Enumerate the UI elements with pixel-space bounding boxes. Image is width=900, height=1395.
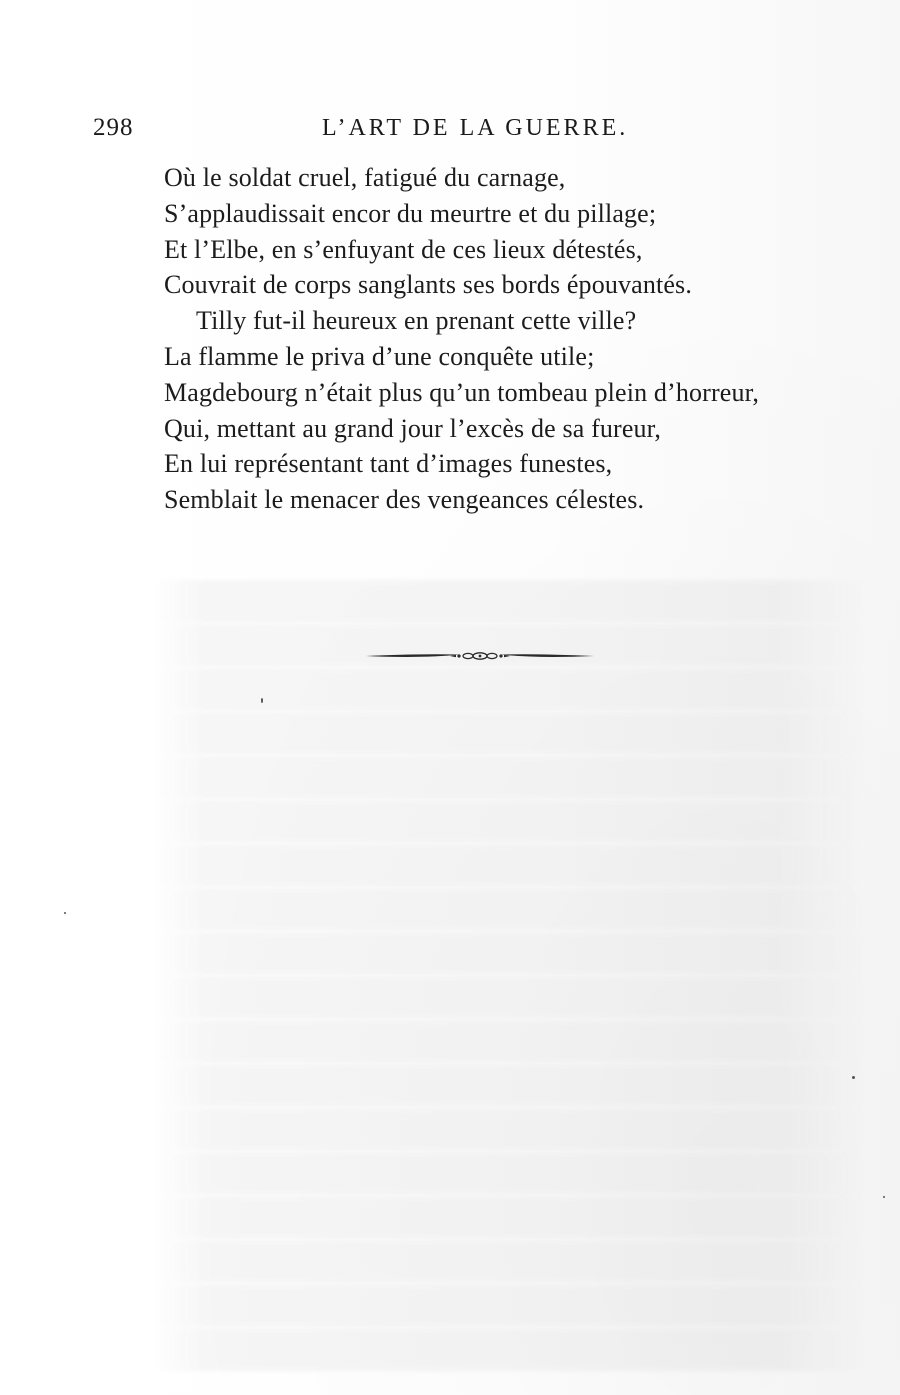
poem-text — [164, 160, 824, 518]
verse-line: Semblait le menacer des vengeances célestes. — [164, 485, 645, 515]
tailpiece-ornament-icon — [364, 648, 596, 664]
running-title: L’ART DE LA GUERRE. — [322, 115, 629, 141]
verse-line: En lui représentant tant d’images funestes, — [164, 449, 613, 479]
verse-line: Qui, mettant au grand jour l’excès de sa fureur, — [164, 413, 662, 443]
verse-line: Couvrait de corps sanglants ses bords épouvantés. — [164, 270, 692, 300]
show-through-text — [150, 580, 870, 1280]
verse-line: S’applaudissait encor du meurtre et du pillage; — [164, 198, 657, 228]
verse-line: La flamme le priva d’une conquête utile; — [164, 341, 595, 371]
verse-line: Magdebourg n’était plus qu’un tombeau plein d’horreur, — [164, 377, 760, 407]
verse-line: Tilly fut-il heureux en prenant cette ville? — [196, 306, 637, 336]
verse-line: Où le soldat cruel, fatigué du carnage, — [164, 163, 566, 192]
page-number: 298 — [93, 114, 134, 141]
paper-speck — [64, 912, 66, 914]
paper-speck — [261, 698, 263, 703]
verse-line: Et l’Elbe, en s’enfuyant de ces lieux détestés, — [164, 234, 643, 264]
paper-speck — [852, 1076, 855, 1079]
paper-speck — [883, 1196, 885, 1198]
page-header — [0, 112, 900, 148]
